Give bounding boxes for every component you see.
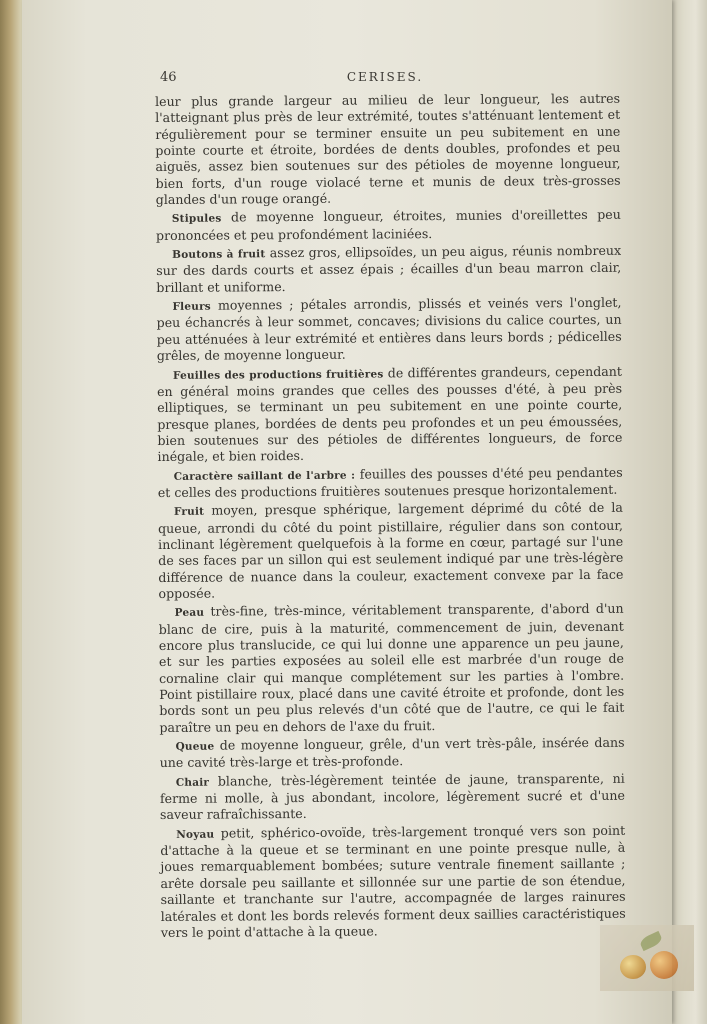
page-number: 46	[160, 70, 177, 85]
paragraph-text: moyennes ; pétales arrondis, plissés et veinés vers l'onglet, peu échancrés à leur sommet, concaves; divisions du calice courtes, un peu atténuées à leur extrémité et entières dans leurs bords ; pédicelles grêles, de moyenne longueur.	[156, 294, 622, 364]
page-header	[160, 70, 610, 90]
paragraph-lead: Fruit	[173, 505, 205, 519]
paragraph-lead: Peau	[174, 606, 205, 620]
paragraph-text: leur plus grande largeur au milieu de leur longueur, les autres l'atteignant plus près de leur extrémité, toutes s'atténuant lentement et régulièrement pour se terminer ensuite un peu subitement en une pointe courte et étroite, bordées de dents doubles, profondes et peu aiguës, assez bien soutenues sur des pétioles de moyenne longueur, bien forts, d'un rouge violacé terne et munis de deux très-grosses glandes d'un rouge orangé.	[155, 90, 621, 208]
fruit-shape	[650, 951, 678, 979]
paragraph-text: très-fine, très-mince, véritablement transparente, d'abord d'un blanc de cire, puis à la maturité, commencement de juin, devenant encore plus translucide, ce qui lui donne une apparence un peu jaune, et sur les parties exposées au soleil elle est marbrée d'un rouge de cornaline clair qui manque complétement sur les parties à l'ombre. Point pistillaire roux, placé dans une cavité étroite et profonde, dont les bords sont un peu plus relevés d'un côté que de l'autre, ce qui le fait paraître un peu en dehors de l'axe du fruit.	[158, 601, 625, 735]
body-text	[155, 91, 626, 943]
paragraph-lead: Noyau	[176, 828, 215, 841]
paragraph-text: moyen, presque sphérique, largement déprimé du côté de la queue, arrondi du côté du point pistillaire, régulier dans son contour, inclinant légèrement quelquefois à la forme en cœur, partagé sur l'une de ses faces par un sillon qui est seulement indiqué par une très-légère différence de nuance dans la couleur, exactement convexe par la face opposée.	[157, 499, 624, 601]
paragraph-feuilles	[157, 363, 623, 465]
paragraph-caractere	[158, 464, 623, 501]
fruit-thumbnail-image	[600, 925, 694, 991]
paragraph-boutons	[156, 243, 621, 296]
paragraph-leaves-continued	[155, 91, 621, 209]
paragraph-stipules	[156, 207, 621, 244]
paragraph-text: feuilles des pousses d'été peu pendantes et celles des productions fruitières soutenues presque horizontalement.	[157, 464, 623, 500]
paragraph-lead: Stipules	[171, 212, 222, 226]
next-page-edge	[668, 0, 707, 1024]
running-title: CERISES.	[346, 70, 424, 84]
paragraph-lead: Feuilles des productions fruitières	[172, 367, 384, 382]
paragraph-queue	[159, 735, 624, 772]
fruit-shape	[620, 955, 646, 979]
paragraph-fleurs	[156, 295, 621, 365]
paragraph-text: de moyenne longueur, étroites, munies d'oreillettes peu prononcées et peu profondément laciniées.	[155, 207, 621, 243]
paragraph-fruit	[158, 500, 624, 602]
paragraph-peau	[159, 601, 625, 736]
paragraph-text: de moyenne longueur, grêle, d'un vert très-pâle, insérée dans une cavité très-large et très-profonde.	[159, 734, 625, 771]
paragraph-lead: Caractère saillant de l'arbre :	[173, 469, 356, 483]
paragraph-lead: Fleurs	[172, 300, 211, 314]
paragraph-chair	[160, 770, 625, 823]
paragraph-lead: Queue	[175, 740, 215, 753]
paragraph-text: blanche, très-légèrement teintée de jaune, transparente, ni ferme ni molle, à jus abondant, incolore, légèrement sucré et d'une saveur rafraîchissante.	[159, 770, 625, 823]
paragraph-text: de différentes grandeurs, cependant en général moins grandes que celles des pousses d'été, à peu près elliptiques, se terminant un peu subitement en une pointe courte, presque planes, bordées de dents peu profondes et un peu émoussées, bien soutenues sur des pétioles de différentes longueurs, de force inégale, et bien roides.	[157, 363, 623, 465]
leaf-shape	[638, 931, 663, 951]
paragraph-text: assez gros, ellipsoïdes, un peu aigus, réunis nombreux sur des dards courts et assez épais ; écailles d'un beau marron clair, brillant et uniforme.	[156, 242, 622, 295]
paragraph-noyau	[160, 823, 626, 942]
paragraph-lead: Boutons à fruit	[172, 248, 266, 261]
paragraph-text: petit, sphérico-ovoïde, très-largement tronqué vers son point d'attache à la queue et se terminant en une pointe presque nulle, à joues remarquablement bombées; suture ventrale finement saillante ; arête dorsale peu saillante et sillonnée sur une partie de son étendue, saillante et tranchante sur l'autre, accompagnée de larges rainures latérales et dont les bords relevés forment deux saillies caractéristiques vers le point d'attache à la queue.	[160, 822, 626, 940]
paragraph-lead: Chair	[175, 776, 210, 789]
